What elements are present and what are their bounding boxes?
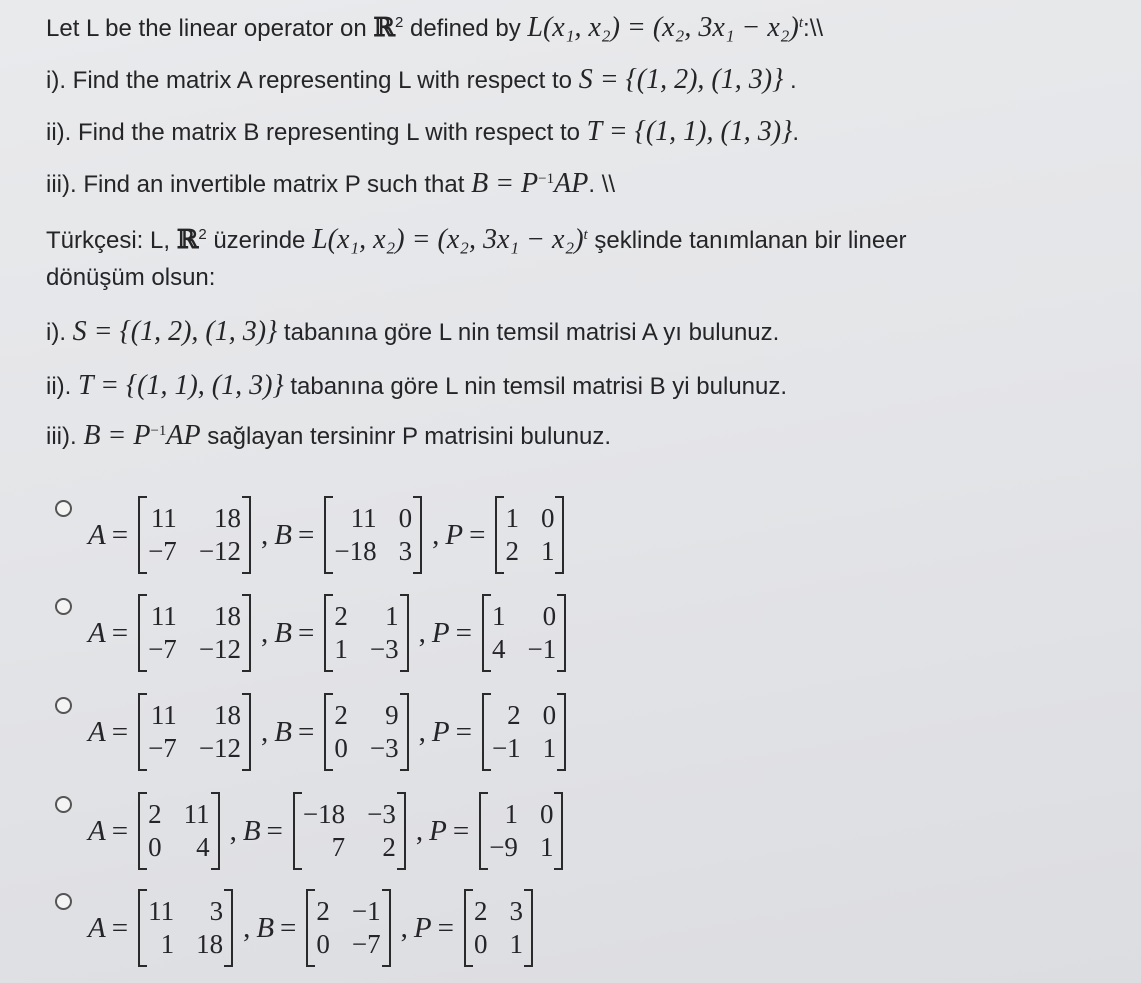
matrix-entry: −12 [198,634,242,664]
operator-definition: L(x₁, x₂) = (x₂, 3x₁ − x₂) [527,12,799,43]
matrix-entry: 1 [504,799,518,829]
turkish-part-i [46,316,779,348]
matrix-entry: 3 [398,536,413,566]
matrix-p-symbol: P [413,911,432,944]
matrix-entry: −3 [367,799,396,829]
matrix-b [293,796,406,866]
turkish-ii-pre: ii). [46,373,78,400]
comma: , [261,518,269,551]
turkish-ii-tail: tabanına göre L nin temsil matrisi B yi bulunuz. [283,373,788,400]
matrix-b [324,697,408,767]
matrix-b-symbol: B [274,715,293,748]
turkish-tail: şeklinde tanımlanan bir lineer [587,227,907,254]
matrix-entry: 0 [542,601,557,631]
option-5-equation [88,893,537,963]
part-i-text: i). Find the matrix A representing L with respect to [46,67,579,94]
comma: , [418,715,426,748]
matrix-entry: 18 [214,601,242,631]
equals-sign: = [280,911,297,944]
basis-t: T = {(1, 1), (1, 3)} [78,370,284,401]
matrix-entry: 2 [316,896,330,926]
inverse-exponent: −1 [150,423,167,439]
matrix-entry: 0 [540,503,555,533]
matrix-entry: −7 [351,929,381,959]
option-2-equation [88,598,570,668]
matrix-entry: 11 [150,601,177,631]
comma: , [400,911,408,944]
matrix-entry: 1 [160,929,175,959]
matrix-p [495,500,564,570]
question-part-ii [46,116,799,148]
similarity-lhs: B = P [471,168,539,199]
matrix-entry: 2 [505,536,519,566]
comma: , [432,518,440,551]
matrix-a-symbol: A [88,715,106,748]
matrix-entry: 0 [542,700,557,730]
matrix-entry: 3 [509,896,523,926]
part-i-tail: . [783,67,797,94]
matrix-entry: 2 [148,799,162,829]
matrix-b-symbol: B [274,616,293,649]
equals-sign: = [469,518,486,551]
matrix-entry: 0 [539,799,554,829]
dimension-exponent: 2 [198,226,207,243]
equals-sign: = [266,814,283,847]
turkish-iii-pre: iii). [46,423,84,450]
matrix-p [464,893,533,963]
matrix-a [138,796,220,866]
matrix-entry: 18 [214,700,242,730]
matrix-entry: 1 [334,634,348,664]
equals-sign: = [111,518,129,551]
option-radio[interactable] [55,697,72,714]
equals-sign: = [298,616,315,649]
equals-sign: = [111,814,129,847]
matrix-p-symbol: P [431,715,450,748]
matrix-entry: 11 [148,896,175,926]
matrix-entry: 2 [382,832,396,862]
matrix-entry: −7 [148,634,177,664]
equals-sign: = [452,814,470,847]
equals-sign: = [298,715,315,748]
matrix-entry: 0 [316,929,330,959]
matrix-entry: 11 [150,700,177,730]
matrix-a-symbol: A [88,518,106,551]
equals-sign: = [437,911,454,944]
turkish-intro-line2: dönüşüm olsun: [46,264,216,291]
real-numbers-symbol: ℝ [373,13,395,43]
part-iii-text: iii). Find an invertible matrix P such that [46,171,472,198]
matrix-entry: 1 [491,601,506,631]
basis-s: S = {(1, 2), (1, 3)} [578,64,784,95]
option-2 [88,593,570,673]
matrix-entry: 11 [150,503,177,533]
option-3-equation [88,697,570,767]
matrix-p-symbol: P [431,616,450,649]
matrix-entry: 2 [473,896,488,926]
comma: , [243,911,251,944]
transpose-mark: t [583,227,588,243]
part-ii-text: ii). Find the matrix B representing L with respect to [46,119,587,146]
matrix-entry: 3 [209,896,224,926]
similarity-rhs: AP [554,168,589,199]
turkish-part-ii [46,370,787,402]
matrix-a-symbol: A [88,616,106,649]
comma: , [261,616,269,649]
matrix-entry: 11 [183,799,210,829]
matrix-a [138,500,251,570]
matrix-entry: −7 [148,733,177,763]
matrix-entry: −1 [527,634,557,664]
matrix-entry: 0 [473,929,488,959]
equals-sign: = [111,616,129,649]
similarity-lhs: B = P [83,420,151,451]
matrix-b-symbol: B [242,814,261,847]
matrix-entry: −3 [369,634,399,664]
matrix-a [138,598,251,668]
option-radio[interactable] [55,893,72,910]
basis-s: S = {(1, 2), (1, 3)} [72,316,278,347]
equals-sign: = [111,715,129,748]
equals-sign: = [455,616,472,649]
matrix-entry: −12 [198,733,242,763]
matrix-p-symbol: P [429,814,447,847]
matrix-b [324,598,408,668]
equals-sign: = [111,911,129,944]
matrix-entry: 2 [334,700,348,730]
option-3 [88,692,570,772]
matrix-b-symbol: B [256,911,275,944]
option-radio[interactable] [55,598,72,615]
question-part-i [46,64,797,96]
intro-tail: :\\ [803,15,824,42]
turkish-pre: Türkçesi: L, [46,227,177,254]
comma: , [229,814,237,847]
matrix-entry: 1 [509,929,523,959]
matrix-entry: 1 [540,536,555,566]
option-radio[interactable] [55,500,72,517]
matrix-entry: 0 [398,503,413,533]
matrix-entry: 0 [148,832,162,862]
comma: , [415,814,424,847]
turkish-iii-tail: sağlayan tersininr P matrisini bulunuz. [200,423,612,450]
matrix-entry: −12 [198,536,242,566]
matrix-entry: 2 [507,700,521,730]
matrix-entry: 1 [542,733,557,763]
part-iii-tail: . \\ [588,171,616,198]
equals-sign: = [298,518,315,551]
matrix-entry: 7 [331,832,346,862]
comma: , [418,616,426,649]
matrix-entry: 11 [350,503,377,533]
matrix-b [306,893,390,963]
equals-sign: = [455,715,472,748]
matrix-a-symbol: A [88,911,106,944]
matrix-b-symbol: B [274,518,293,551]
intro-text: Let L be the linear operator on [46,15,374,42]
matrix-entry: 1 [505,503,519,533]
part-ii-tail: . [792,119,799,146]
matrix-entry: −1 [351,896,381,926]
option-5 [88,888,537,968]
matrix-entry: 0 [334,733,348,763]
matrix-b [324,500,422,570]
matrix-entry: −7 [148,536,177,566]
turkish-i-pre: i). [46,319,73,346]
matrix-p [482,598,566,668]
operator-definition: L(x₁, x₂) = (x₂, 3x₁ − x₂) [312,224,584,255]
intro-mid-text: defined by [403,15,528,42]
matrix-p-symbol: P [445,518,464,551]
matrix-entry: −18 [334,536,377,566]
matrix-a-symbol: A [88,814,106,847]
matrix-entry: −1 [491,733,521,763]
matrix-entry: 2 [334,601,348,631]
turkish-intro [46,224,907,256]
transpose-mark: t [798,15,804,31]
matrix-entry: −3 [369,733,399,763]
matrix-entry: −18 [302,799,346,829]
turkish-i-tail: tabanına göre L nin temsil matrisi A yı bulunuz. [277,319,780,346]
question-part-iii [46,168,615,200]
option-4-equation [88,796,567,866]
option-1 [88,495,568,575]
dimension-exponent: 2 [394,14,404,31]
matrix-a [138,893,233,963]
real-numbers-symbol: ℝ [176,225,199,255]
matrix-p [482,697,566,767]
option-radio[interactable] [55,796,72,813]
basis-t: T = {(1, 1), (1, 3)} [586,116,793,147]
matrix-entry: 18 [196,929,224,959]
matrix-entry: 18 [214,503,242,533]
matrix-entry: 4 [196,832,210,862]
matrix-entry: 9 [385,700,399,730]
inverse-exponent: −1 [538,171,555,187]
matrix-p [479,796,563,866]
option-4 [88,791,567,871]
matrix-entry: 1 [385,601,399,631]
matrix-entry: 4 [491,634,506,664]
similarity-rhs: AP [166,420,201,451]
matrix-entry: −9 [489,832,518,862]
matrix-a [138,697,251,767]
question-intro [46,12,823,44]
matrix-entry: 1 [539,832,554,862]
option-1-equation [88,500,568,570]
turkish-mid: üzerinde [206,227,313,254]
turkish-part-iii [46,420,611,452]
comma: , [261,715,269,748]
